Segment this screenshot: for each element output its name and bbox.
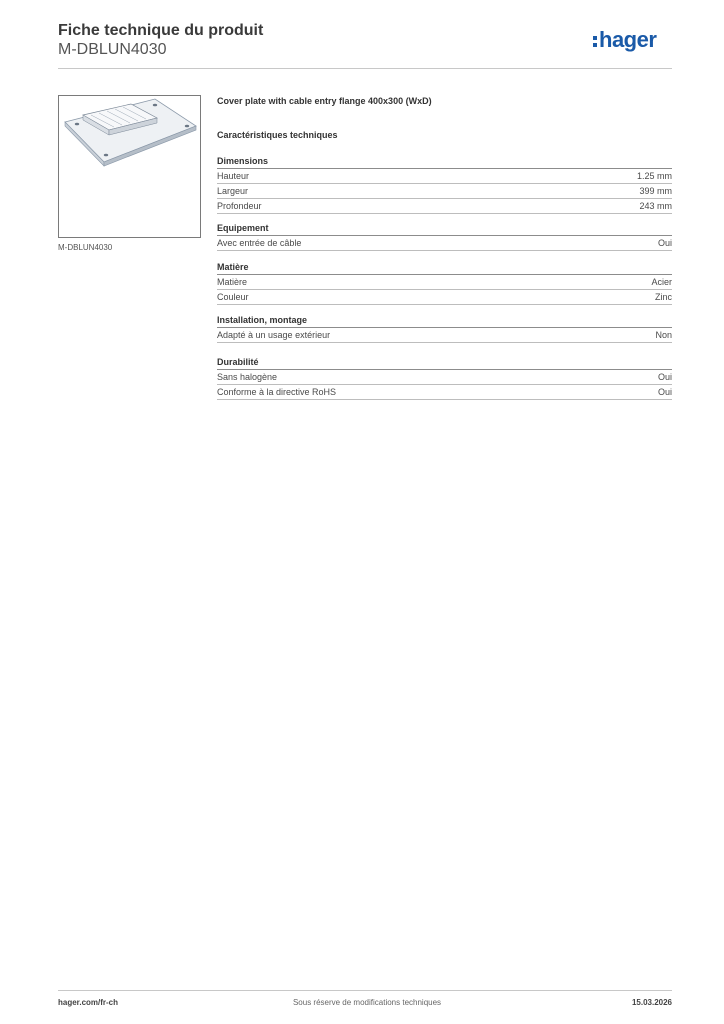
- spec-section-dimensions: [217, 155, 672, 214]
- product-image: [58, 95, 201, 238]
- product-description: Cover plate with cable entry flange 400x300 (WxD): [217, 96, 432, 106]
- spec-row: [217, 328, 672, 343]
- spec-row: [217, 290, 672, 305]
- section-title: Installation, montage: [217, 314, 672, 328]
- spec-section-installation: [217, 314, 672, 343]
- section-title: Durabilité: [217, 356, 672, 370]
- spec-value: 243 mm: [639, 201, 672, 211]
- spec-label: Adapté à un usage extérieur: [217, 330, 331, 340]
- spec-value: Zinc: [654, 292, 672, 302]
- section-title: Dimensions: [217, 155, 672, 169]
- section-title: Matière: [217, 261, 672, 275]
- spec-label: Largeur: [217, 186, 249, 196]
- page-title: Fiche technique du produit: [58, 22, 264, 39]
- spec-label: Sans halogène: [217, 372, 278, 382]
- hager-logo[interactable]: [593, 28, 675, 56]
- spec-row: [217, 169, 672, 184]
- spec-label: Conforme à la directive RoHS: [217, 387, 337, 397]
- spec-value: Oui: [657, 238, 672, 248]
- spec-label: Hauteur: [217, 171, 250, 181]
- spec-row: [217, 199, 672, 214]
- spec-section-equipement: [217, 222, 672, 251]
- footer-website-link[interactable]: hager.com/fr-ch: [58, 998, 119, 1007]
- header-divider: [58, 68, 672, 69]
- footer-date: 15.03.2026: [631, 998, 672, 1007]
- section-title: Equipement: [217, 222, 672, 236]
- spec-value: Oui: [657, 387, 672, 397]
- spec-section-matiere: [217, 261, 672, 305]
- spec-label: Couleur: [217, 292, 249, 302]
- spec-row: [217, 370, 672, 385]
- spec-section-durabilite: [217, 356, 672, 400]
- spec-value: Non: [655, 330, 672, 340]
- spec-value: Oui: [657, 372, 672, 382]
- spec-label: Matière: [217, 277, 248, 287]
- product-reference: M-DBLUN4030: [58, 41, 167, 58]
- spec-value: 399 mm: [639, 186, 672, 196]
- spec-value: Acier: [651, 277, 672, 287]
- spec-value: 1.25 mm: [636, 171, 672, 181]
- spec-row: [217, 275, 672, 290]
- footer-disclaimer: Sous réserve de modifications techniques: [292, 998, 442, 1007]
- spec-row: [217, 236, 672, 251]
- spec-row: [217, 385, 672, 400]
- product-image-caption: M-DBLUN4030: [58, 243, 113, 252]
- specs-heading: Caractéristiques techniques: [217, 130, 338, 140]
- spec-label: Profondeur: [217, 201, 262, 211]
- spec-row: [217, 184, 672, 199]
- spec-label: Avec entrée de câble: [217, 238, 302, 248]
- footer-divider: [58, 990, 672, 991]
- svg-text:hager: hager: [599, 28, 657, 52]
